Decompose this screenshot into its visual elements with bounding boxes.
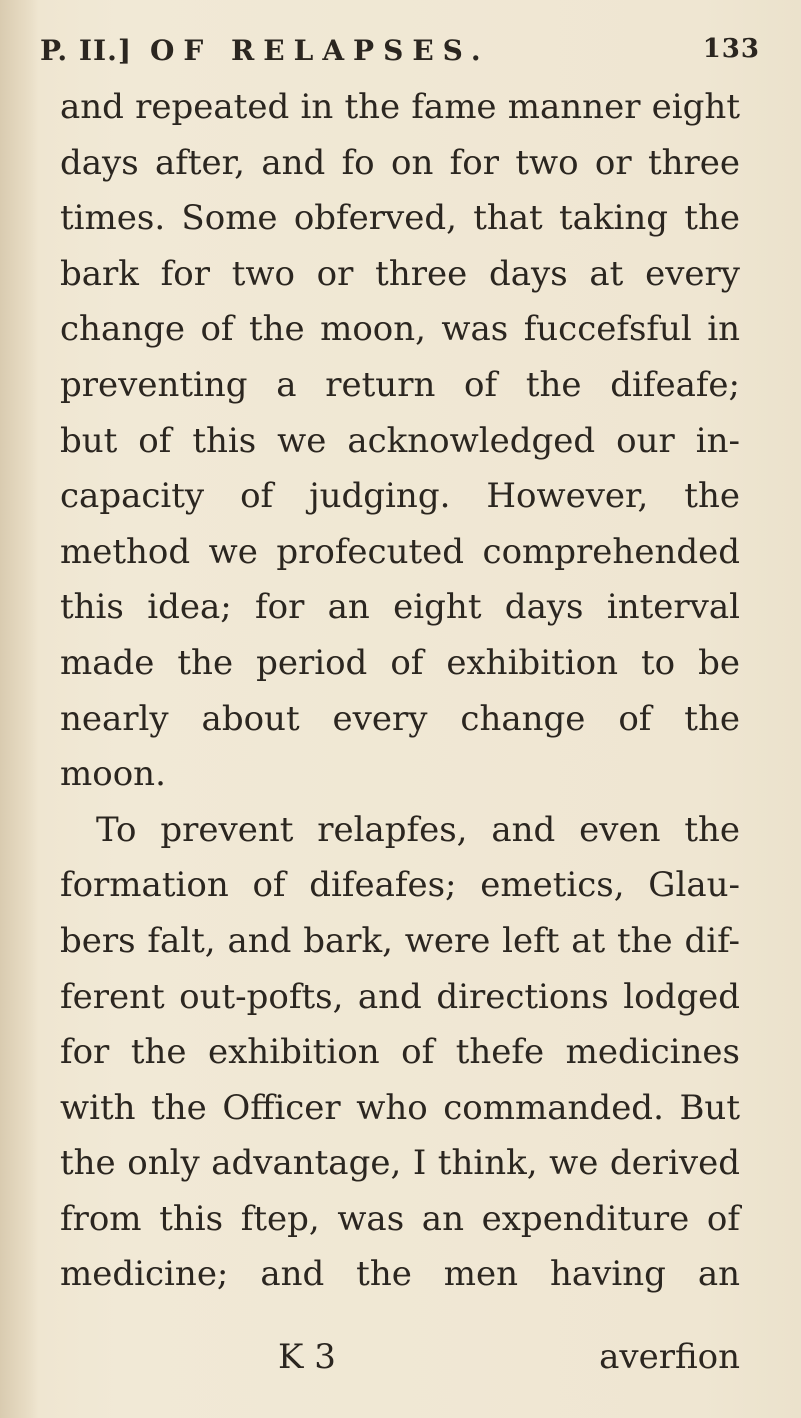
text-line: bark for two or three days at every [60, 253, 740, 294]
paragraph-end-line: moon. [60, 754, 166, 795]
signature-mark: K 3 [278, 1337, 336, 1377]
running-header [40, 34, 760, 74]
text-line: this idea; for an eight days interval [60, 587, 740, 628]
text-line: bers falt, and bark, were left at the dif- [60, 920, 740, 961]
body-text [60, 80, 740, 1303]
text-line: but of this we acknowledged our in- [60, 420, 740, 461]
text-line: for the exhibition of thefe medicines [60, 1032, 740, 1073]
text-line: preventing a return of the difeafe; [60, 364, 740, 405]
text-line: nearly about every change of the [60, 698, 740, 739]
text-line: capacity of judging. However, the [60, 476, 740, 517]
text-line: from this ftep, was an expenditure of [60, 1198, 740, 1239]
text-line: times. Some obferved, that taking the [60, 198, 740, 239]
page-gutter-shadow [0, 0, 38, 1418]
text-line: the only advantage, I think, we derived [60, 1143, 740, 1184]
text-line: formation of difeafes; emetics, Glau- [60, 865, 740, 906]
paragraph-start-line: To prevent relapfes, and even the [96, 809, 740, 850]
page-footer [60, 1337, 740, 1387]
text-line: days after, and fo on for two or three [60, 142, 740, 183]
text-line: with the Officer who commanded. But [60, 1087, 740, 1128]
text-line: medicine; and the men having an [60, 1254, 740, 1295]
page-number: 133 [702, 34, 760, 64]
section-marker: P. II.] [40, 34, 133, 67]
text-line: change of the moon, was fuccefsful in [60, 309, 740, 350]
catchword: averfion [599, 1337, 740, 1377]
text-line: method we profecuted comprehended [60, 531, 740, 572]
text-line: and repeated in the fame manner eight [60, 87, 740, 127]
running-title: OF RELAPSES. [150, 34, 490, 67]
text-line: made the period of exhibition to be [60, 642, 740, 683]
text-line: ferent out-pofts, and directions lodged [60, 976, 740, 1017]
